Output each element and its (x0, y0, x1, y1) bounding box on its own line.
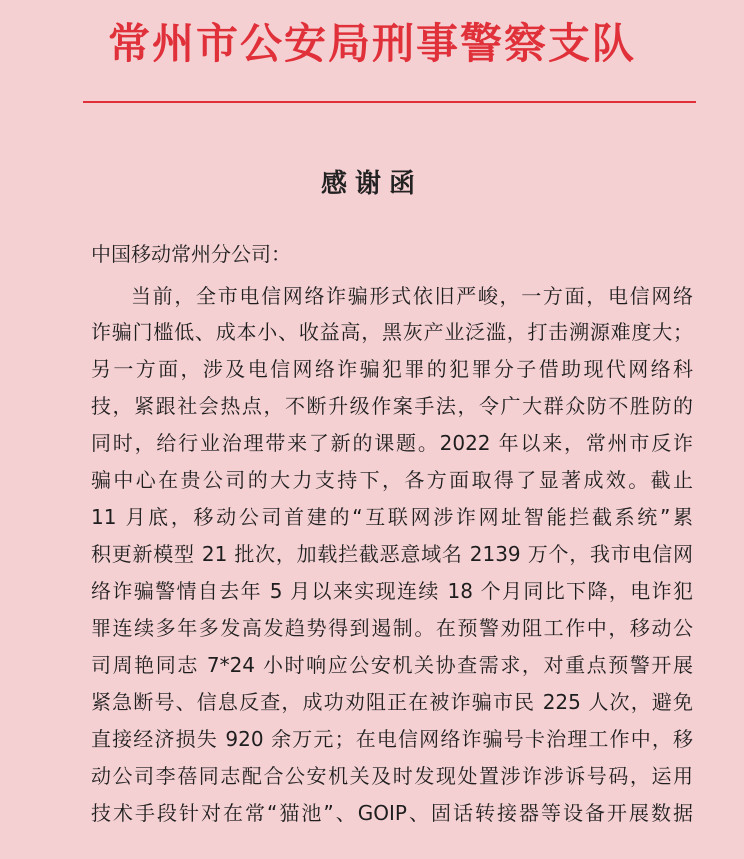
body-line: 技术手段针对在常“猫池”、GOIP、固话转接器等设备开展数据 (91, 801, 693, 825)
body-line: 罪连续多年多发高发趋势得到遏制。在预警劝阻工作中，移动公 (91, 616, 693, 640)
salutation: 中国移动常州分公司： (91, 242, 291, 266)
body-line: 直接经济损失 920 余万元；在电信网络诈骗号卡治理工作中，移 (91, 727, 693, 751)
body-line: 诈骗门槛低、成本小、收益高，黑灰产业泛滥，打击溯源难度大； (91, 320, 693, 344)
body-line: 络诈骗警情自去年 5 月以来实现连续 18 个月同比下降，电诈犯 (91, 579, 693, 603)
body-line: 当前，全市电信网络诈骗形式依旧严峻，一方面，电信网络 (131, 284, 693, 308)
document-title: 感谢函 (320, 169, 423, 199)
body-line: 骗中心在贵公司的大力支持下，各方面取得了显著成效。截止 (91, 468, 693, 492)
body-line: 技，紧跟社会热点，不断升级作案手法，令广大群众防不胜防的 (91, 394, 693, 418)
letterhead-divider (83, 101, 696, 103)
body-line: 积更新模型 21 批次，加载拦截恶意域名 2139 万个，我市电信网 (91, 542, 693, 566)
body-line: 同时，给行业治理带来了新的课题。2022 年以来，常州市反诈 (91, 431, 693, 455)
body-line: 紧急断号、信息反查，成功劝阻正在被诈骗市民 225 人次，避免 (91, 690, 693, 714)
body-line: 另一方面，涉及电信网络诈骗犯罪的犯罪分子借助现代网络科 (91, 357, 693, 381)
body-line: 11 月底，移动公司首建的“互联网涉诈网址智能拦截系统”累 (91, 505, 693, 529)
letterhead-organization: 常州市公安局刑事警察支队 (107, 19, 636, 68)
body-line: 司周艳同志 7*24 小时响应公安机关协查需求，对重点预警开展 (91, 653, 693, 677)
body-line: 动公司李蓓同志配合公安机关及时发现处置涉诈涉诉号码，运用 (91, 764, 693, 788)
